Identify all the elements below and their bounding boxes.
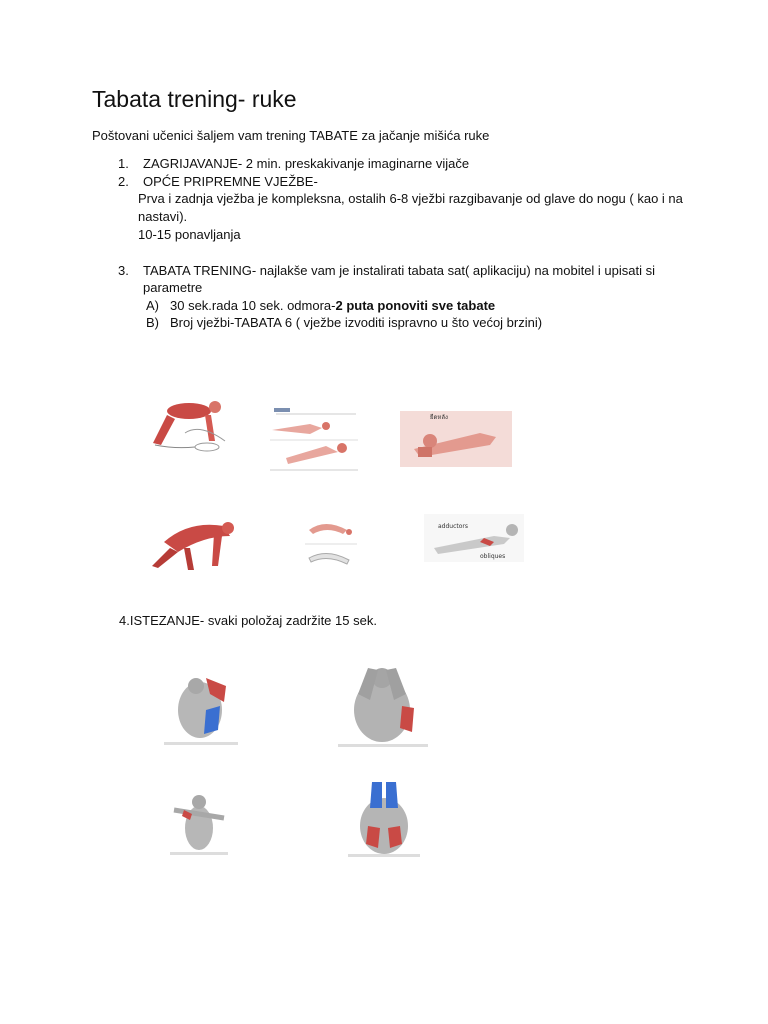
stretch-figure-1 — [160, 668, 242, 750]
exercise-figure-2 — [266, 404, 362, 474]
exercise-figure-3 — [400, 411, 512, 467]
list-item-2-text: OPĆE PRIPREMNE VJEŽBE- — [143, 174, 318, 189]
stretch-figure-3 — [168, 790, 230, 858]
obliques-label: obliques — [480, 553, 506, 560]
plank-header-label: ยืดหลัง — [430, 414, 448, 421]
list-item-3-number: 3. — [118, 263, 129, 278]
list-item-2-number: 2. — [118, 174, 129, 189]
list-item-2-line-3: 10-15 ponavljanja — [138, 227, 241, 242]
list-item-3-text: TABATA TRENING- najlakše vam je instalirati tabata sat( aplikaciju) na mobitel i upisati si — [143, 263, 656, 278]
exercise-figure-4 — [144, 512, 238, 574]
page-title: Tabata trening- ruke — [92, 86, 297, 112]
list-item-1-text: ZAGRIJAVANJE- 2 min. preskakivanje imaginarne vijače — [143, 156, 470, 171]
list-item-2-line-1: Prva i zadnja vježba je kompleksna, ostalih 6-8 vježbi razgibavanje od glave do nogu ( kao i na — [138, 191, 683, 206]
adductors-label: adductors — [438, 523, 469, 530]
sub-item-a-label: A) — [146, 298, 159, 313]
list-item-2-line-2: nastavi). — [138, 209, 188, 224]
exercise-figure-1 — [145, 393, 237, 455]
exercise-figure-5 — [303, 514, 359, 572]
exercise-figure-6 — [424, 514, 524, 562]
list-item-4-text: 4.ISTEZANJE- svaki položaj zadržite 15 sek. — [119, 613, 377, 628]
list-item-1-number: 1. — [118, 156, 129, 171]
sub-item-b-text: Broj vježbi-TABATA 6 ( vježbe izvoditi ispravno u što većoj brzini) — [170, 315, 543, 330]
list-item-3-line-2: parametre — [143, 280, 203, 295]
stretch-figure-4 — [344, 778, 424, 860]
sub-item-a-text: 30 sek.rada 10 sek. odmora-2 puta ponoviti sve tabate — [170, 298, 496, 313]
intro-text: Poštovani učenici šaljem vam trening TABATE za jačanje mišića ruke — [92, 128, 490, 143]
stretch-figure-2 — [334, 660, 432, 752]
sub-item-b-label: B) — [146, 315, 159, 330]
sub-item-a-bold: 2 puta ponoviti sve tabate — [335, 298, 496, 313]
